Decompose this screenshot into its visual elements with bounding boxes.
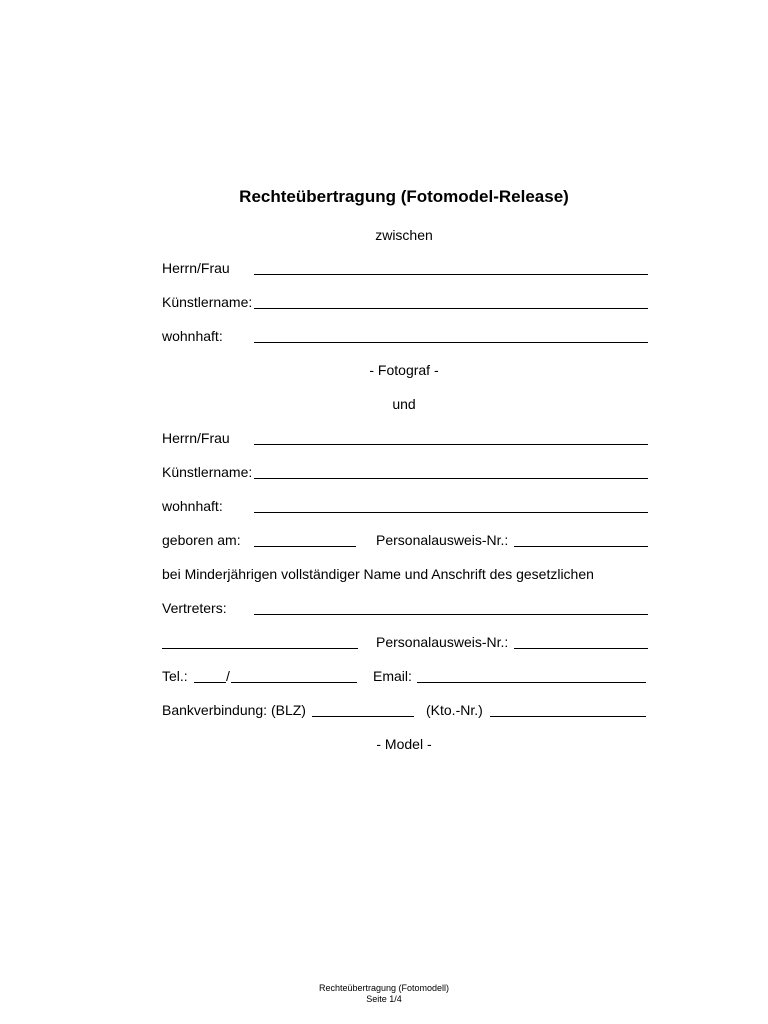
model-ausweis-field[interactable] bbox=[514, 531, 648, 547]
fotograf-kuenstlername-label: Künstlername: bbox=[162, 294, 253, 310]
model-name-label: Herrn/Frau bbox=[162, 430, 230, 446]
fotograf-wohnhaft-field[interactable] bbox=[254, 327, 648, 343]
vertreter-row bbox=[162, 599, 650, 617]
email-field[interactable] bbox=[417, 667, 646, 683]
zwischen-text: zwischen bbox=[375, 227, 433, 243]
vertreter-ausweis-row bbox=[162, 633, 650, 651]
fotograf-wohnhaft-row bbox=[162, 327, 650, 345]
model-role-label: - Model - bbox=[376, 736, 432, 752]
vertreter-extra-field[interactable] bbox=[162, 633, 358, 649]
vertreter-ausweis-label: Personalausweis-Nr.: bbox=[376, 634, 509, 650]
blz-field[interactable] bbox=[312, 701, 414, 717]
fotograf-kuenstlername-row bbox=[162, 293, 650, 311]
vertreter-ausweis-field[interactable] bbox=[514, 633, 648, 649]
model-geboren-field[interactable] bbox=[254, 531, 356, 547]
model-geboren-label: geboren am: bbox=[162, 532, 241, 548]
footer-title: Rechteübertragung (Fotomodell) bbox=[318, 983, 450, 993]
model-kuenstlername-row bbox=[162, 463, 650, 481]
vertreter-label: Vertreters: bbox=[162, 600, 227, 616]
und-text: und bbox=[392, 396, 416, 412]
bank-row bbox=[162, 701, 650, 719]
kto-field[interactable] bbox=[490, 701, 646, 717]
fotograf-wohnhaft-label: wohnhaft: bbox=[162, 328, 223, 344]
model-ausweis-label: Personalausweis-Nr.: bbox=[376, 532, 509, 548]
model-geboren-row bbox=[162, 531, 650, 549]
model-wohnhaft-label: wohnhaft: bbox=[162, 498, 223, 514]
tel-label: Tel.: bbox=[162, 668, 188, 684]
email-label: Email: bbox=[373, 668, 412, 684]
model-name-row bbox=[162, 429, 650, 447]
fotograf-name-field[interactable] bbox=[254, 259, 648, 275]
model-wohnhaft-row bbox=[162, 497, 650, 515]
vertreter-field[interactable] bbox=[254, 599, 648, 615]
fotograf-name-row bbox=[162, 259, 650, 277]
bank-label: Bankverbindung: (BLZ) bbox=[162, 702, 306, 718]
tel-email-row bbox=[162, 667, 650, 685]
model-name-field[interactable] bbox=[254, 429, 648, 445]
fotograf-name-label: Herrn/Frau bbox=[162, 260, 230, 276]
minderjaehrig-text: bei Minderjährigen vollständiger Name und Anschrift des gesetzlichen bbox=[162, 566, 594, 582]
tel-separator: / bbox=[226, 668, 230, 684]
fotograf-kuenstlername-field[interactable] bbox=[254, 293, 648, 309]
model-wohnhaft-field[interactable] bbox=[254, 497, 648, 513]
model-kuenstlername-label: Künstlername: bbox=[162, 464, 253, 480]
tel-number-field[interactable] bbox=[231, 667, 357, 683]
model-kuenstlername-field[interactable] bbox=[254, 463, 648, 479]
minderjaehrig-row bbox=[162, 565, 650, 583]
kto-label: (Kto.-Nr.) bbox=[426, 702, 483, 718]
footer-page-number: Seite 1/4 bbox=[366, 994, 402, 1004]
tel-prefix-field[interactable] bbox=[194, 667, 226, 683]
fotograf-role-label: - Fotograf - bbox=[369, 362, 439, 378]
document-title: Rechteübertragung (Fotomodel-Release) bbox=[239, 187, 569, 206]
